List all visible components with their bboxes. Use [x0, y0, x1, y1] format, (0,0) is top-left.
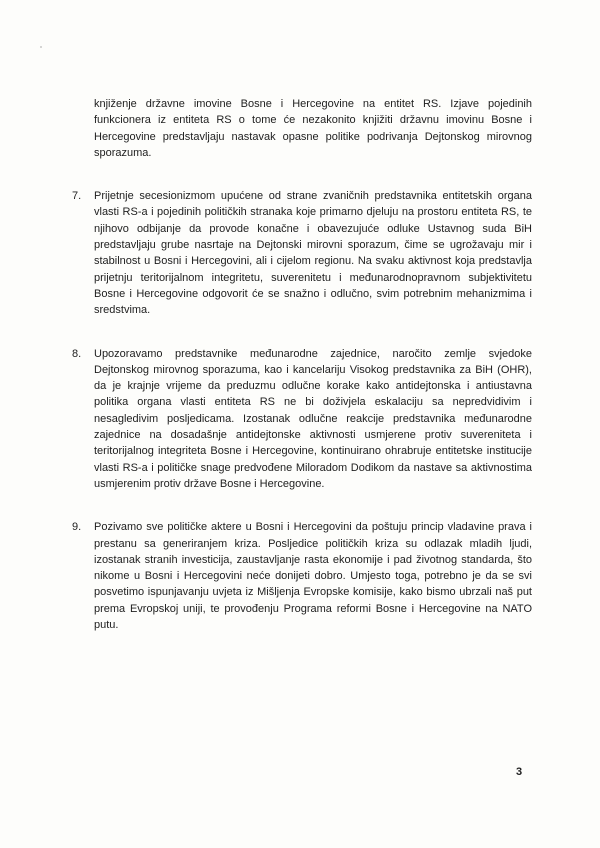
list-item-7: [72, 188, 532, 318]
item-text: Pozivamo sve političke aktere u Bosni i Hercegovini da poštuju princip vladavine prava i prestanu sa generiranjem kriza. Posljedice političkih kriza su odlazak mladih ljudi, izostanak stranih investicija, zaustavljanje rasta ekonomije i pad životnog standarda, što nikome u Bosni i Hercegovini neće donijeti dobro. Umjesto toga, potrebno je da se svi posvetimo ispunjavanju uvjeta iz Mišljenja Evropske komisije, kako bismo ubrzali naš put prema Evropskoj uniji, te provođenju Programa reformi Bosne i Hercegovine na NATO putu.: [94, 521, 532, 632]
item-number: 8.: [72, 347, 82, 360]
page-number: 3: [516, 766, 523, 778]
document-body: [72, 96, 532, 660]
item-number: 7.: [72, 190, 82, 203]
continuation-paragraph: knjiženje državne imovine Bosne i Hercegovine na entitet RS. Izjave pojedinih funkcionera iz entiteta RS o tome će nezakonito knjižiti državnu imovinu Bosne i Hercegovine predstavljaju nastavak opasne politike podrivanja Dejtonskog mirovnog sporazuma.: [94, 98, 532, 159]
scan-speck: [40, 46, 42, 48]
list-item-8: [72, 346, 532, 493]
item-text: Upozoravamo predstavnike međunarodne zajednice, naročito zemlje svjedoke Dejtonskog mirovnog sporazuma, kao i kancelariju Visokog predstavnika za BiH (OHR), da je krajnje vrijeme da preduzmu odlučne korake kako antidejtonska i antiustavna politika organa vlasti entiteta RS ne bi doživjela eskalaciju sa nepredvidivim i nesagledivim posljedicama. Izostanak odlučne reakcije predstavnika međunarodne zajednice na dosadašnje antidejtonske aktivnosti usmjerene protiv suvereniteta i teritorijalnog integriteta Bosne i Hercegovine, kontinuirano ohrabruje entitetske institucije vlasti RS-a i političke snage predvođene Miloradom Dodikom da nastave sa aktivnostima usmjerenim protiv države Bosne i Hercegovine.: [94, 347, 532, 490]
item-text: Prijetnje secesionizmom upućene od strane zvaničnih predstavnika entitetskih organa vlasti RS-a i pojedinih političkih stranaka koje primarno djeluju na prostoru entiteta RS, te njihovo odbijanje da provode konačne i obavezujuće odluke Ustavnog suda BiH predstavljaju grube nasrtaje na Dejtonski mirovni sporazum, čime se ugrožavaju mir i stabilnost u Bosni i Hercegovini, ali i cijelom regionu. Na svaku aktivnost koja predstavlja prijetnju teritorijalnom integritetu, suverenitetu i međunarodnopravnom subjektivitetu Bosne i Hercegovine odgovorit će se snažno i odlučno, svim potrebnim mehanizmima i sredstvima.: [94, 190, 532, 317]
list-item-9: [72, 519, 532, 633]
item-number: 9.: [72, 521, 82, 534]
